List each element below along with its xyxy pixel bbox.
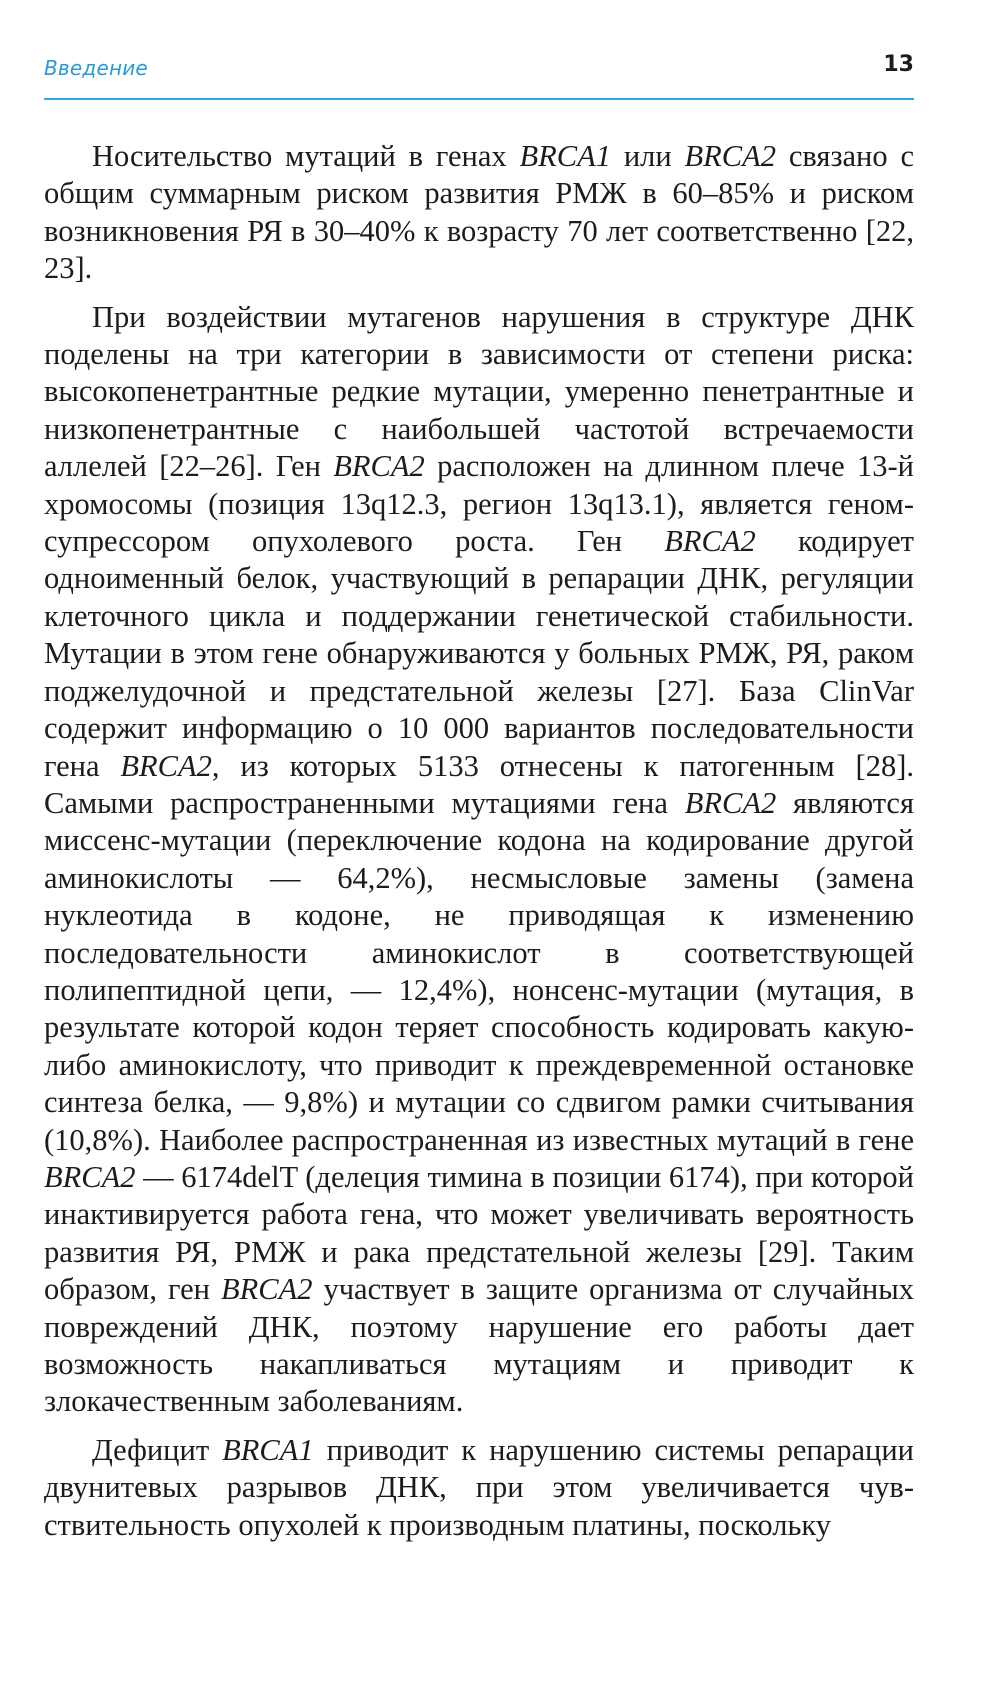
paragraph-text: приводит к нарушению системы репарации двунитевых разрывов ДНК, при этом увеличивается чувствительность опухолей к производным платины, поскольку bbox=[44, 1432, 914, 1542]
paragraph-text: , из которых 5133 отнесены к патогенным [28]. Самыми распространенными мутациями гена bbox=[44, 748, 914, 820]
gene-name: BRCA2 bbox=[684, 139, 777, 173]
page-number: 13 bbox=[883, 52, 914, 77]
gene-name: BRCA2 bbox=[664, 524, 756, 559]
paragraph-text: — 6174delT (делеция тимина в позиции 6174), при которой инактивируется работа гена, что может увеличивать вероятность развития РЯ, РМЖ и рака предстательной железы [29]. Таким образом, ген bbox=[44, 1159, 914, 1307]
paragraph bbox=[44, 299, 914, 1421]
paragraph-text: участвует в защите организма от случайных повреждений ДНК, поэтому нарушение его работы дает возможность накапливаться мутациям и приводит к злокачественным заболеваниям. bbox=[44, 1272, 914, 1419]
gene-name: BRCA2 bbox=[120, 748, 212, 783]
body-text bbox=[44, 138, 914, 1555]
gene-name: BRCA1 bbox=[519, 139, 611, 173]
section-title: Введение bbox=[44, 56, 148, 80]
paragraph-text: являются миссенс-мутации (переключение кодона на кодирование другой аминокислоты — 64,2%), несмысловые замены (замена нуклеотида в кодоне, не приводящая к изменению последовательности аминокислот в соответствующей полипептидной цепи, — 12,4%), нонсенс-мутации (мутация, в результате которой кодон теряет способность кодировать какую-либо аминокислоту, что приводит к преждевременной остановке синтеза белка, — 9,8%) и мутации со сдвигом рамки считывания (10,8%). Наиболее распространенная из известных мутаций в гене bbox=[44, 785, 914, 1157]
paragraph-text: кодирует одноименный белок, участвующий в репарации ДНК, регуляции клеточного цикла и поддержании генетической стабильности. Мутации в этом гене обнаруживаются у больных РМЖ, РЯ, раком поджелудочной и предстательной железы [27]. База ClinVar содержит информацию о 10 000 вариантов последовательности гена bbox=[44, 524, 914, 783]
paragraph-text: или bbox=[610, 139, 685, 173]
paragraph-text: Дефицит bbox=[92, 1432, 223, 1467]
paragraph-text: Носительство мутаций в генах bbox=[92, 139, 520, 173]
gene-name: BRCA2 bbox=[220, 1272, 313, 1307]
gene-name: BRCA2 bbox=[333, 449, 425, 484]
paragraph bbox=[44, 138, 914, 288]
paragraph-text: При воздействии мутагенов нарушения в структуре ДНК поделены на три категории в зависимости от степени риска: высокопенетрантные редкие мутации, умеренно пенетрантные и низкопенетрантные с наибольшей частотой встречаемости аллелей [22–26]. Ген bbox=[44, 299, 914, 484]
gene-name: BRCA2 bbox=[684, 785, 777, 820]
paragraph-text: расположен на длинном плече 13-й хромосомы (позиция 13q12.3, регион 13q13.1), является геном-супрессором опухолевого роста. Ген bbox=[44, 449, 914, 559]
gene-name: BRCA2 bbox=[44, 1159, 136, 1194]
gene-name: BRCA1 bbox=[222, 1432, 314, 1467]
running-header bbox=[44, 52, 914, 100]
paragraph bbox=[44, 1432, 914, 1544]
paragraph-text: связано с общим суммарным риском развития РМЖ в 60–85% и риском возникновения РЯ в 30–40% к возрасту 70 лет соответственно [22, 23]. bbox=[44, 139, 914, 286]
